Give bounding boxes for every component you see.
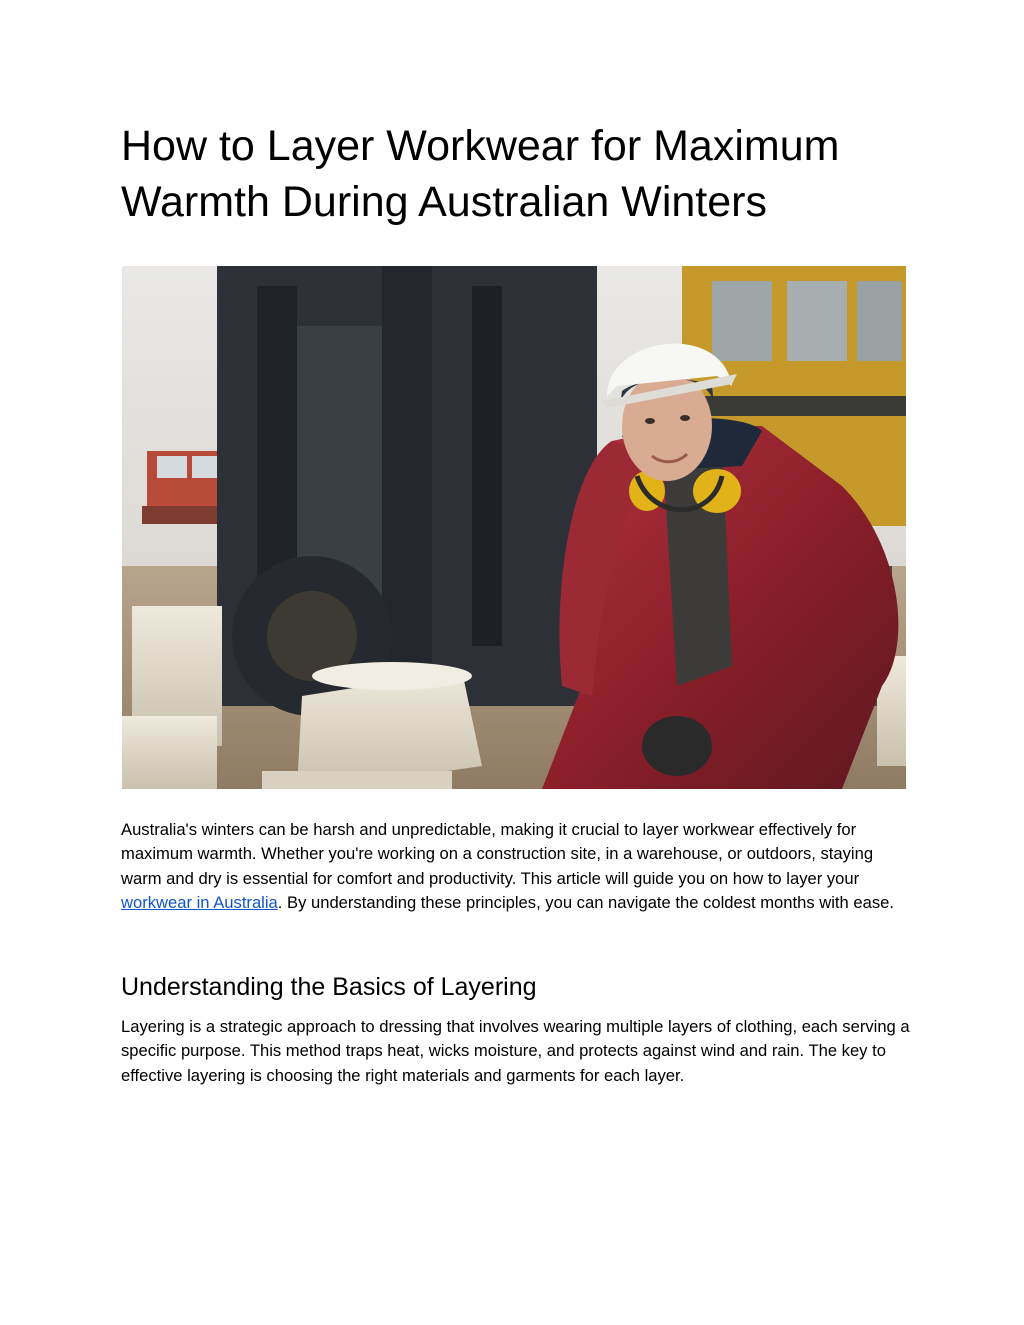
- intro-text-after-link: . By understanding these principles, you can navigate the coldest months with ease.: [277, 893, 894, 913]
- section-heading: Understanding the Basics of Layering: [121, 973, 537, 1001]
- intro-text: Australia's winters can be harsh and unpredictable, making it crucial to layer workwear effectively for maximum warmth. Whether you're working on a construction site, in a warehouse, or outdoors, staying warm and dry is essential for comfort and productivity. This article will guide you on how to layer your: [121, 820, 874, 888]
- article-title: How to Layer Workwear for Maximum Warmth During Australian Winters: [121, 122, 840, 226]
- section-paragraph: Layering is a strategic approach to dressing that involves wearing multiple layers of clothing, each serving a specific purpose. This method traps heat, wicks moisture, and protects against wind and rain. The key to effective layering is choosing the right materials and garments for each layer.: [121, 1017, 910, 1085]
- hero-image: [122, 266, 906, 789]
- intro-paragraph: [121, 818, 911, 916]
- workwear-link[interactable]: workwear in Australia: [121, 893, 278, 913]
- photo-construction-worker-icon: [122, 266, 906, 789]
